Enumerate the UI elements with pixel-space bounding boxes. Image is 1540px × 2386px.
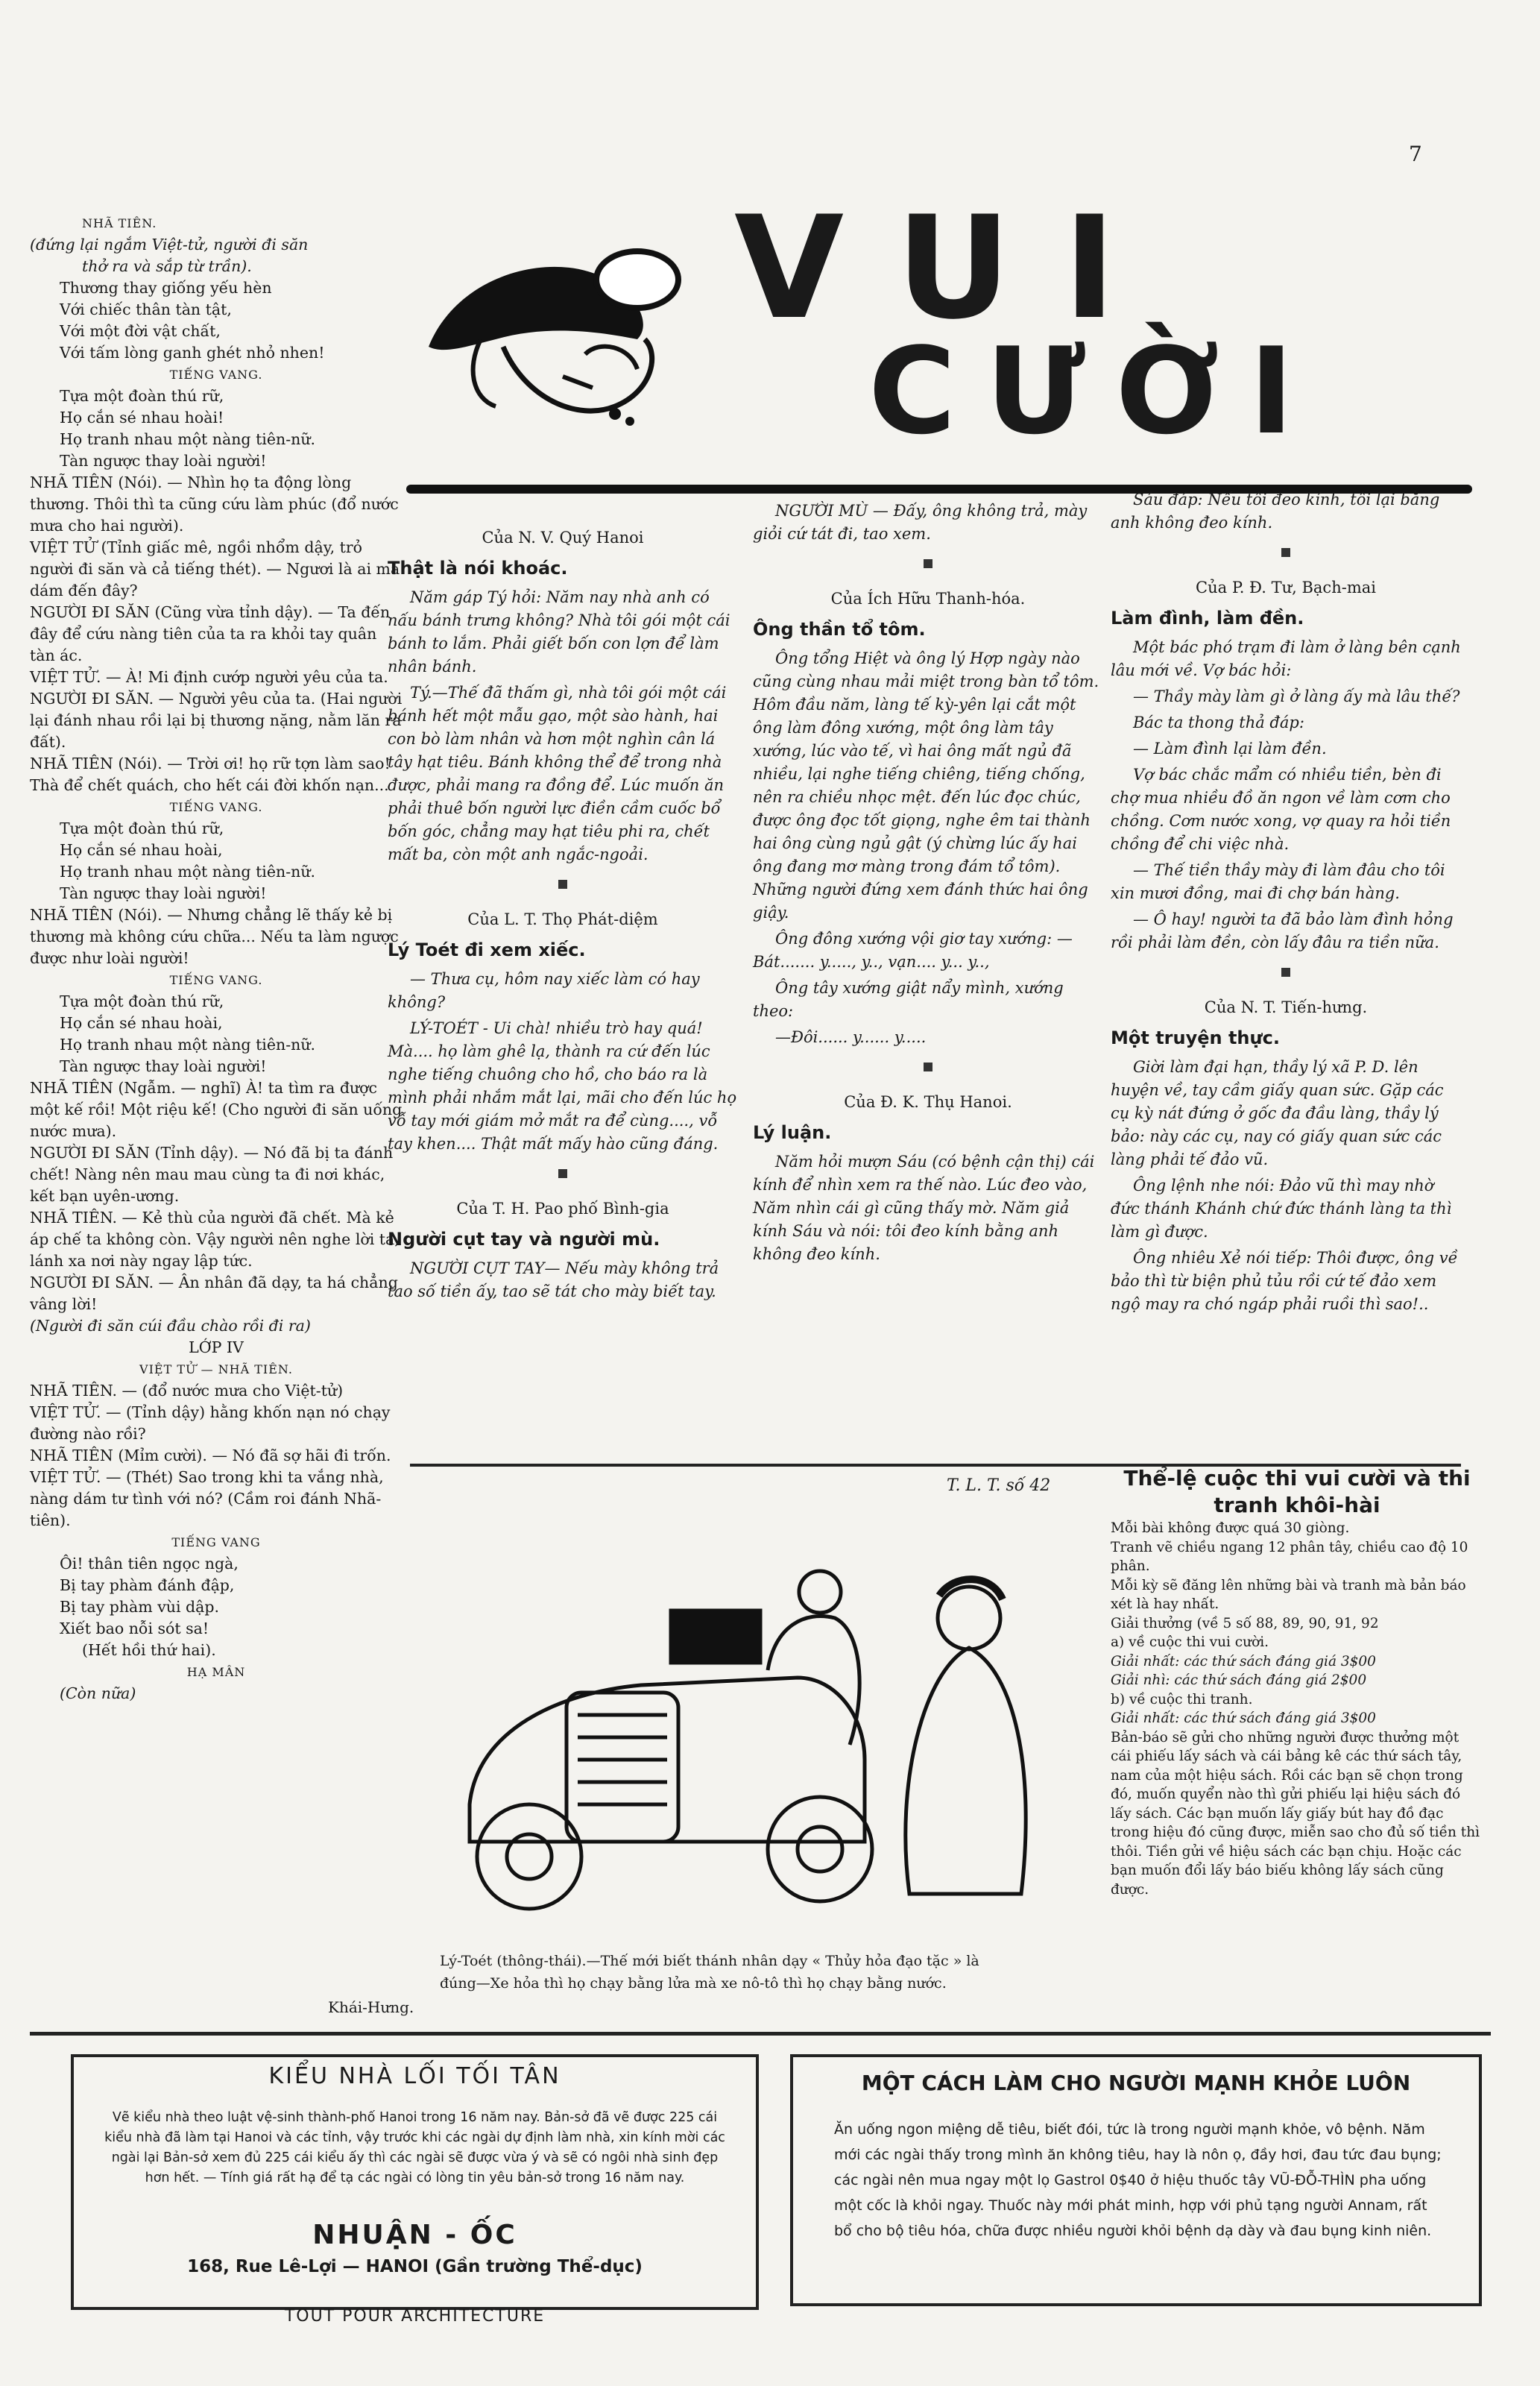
play-line: Bị tay phàm vùi dập. — [60, 1598, 220, 1616]
story-text: — Ô hay! người ta đã bảo làm đình hỏng rồi phải làm đền, còn lấy đâu ra tiền nữa. — [1111, 910, 1454, 951]
byline: Của Đ. K. Thụ Hanoi. — [844, 1093, 1012, 1111]
ad-footer: TOUT POUR ARCHITECTURE — [284, 2307, 546, 2326]
story-text: Sáu đáp: Nếu tôi đeo kính, tôi lại bằng anh không đeo kính. — [1111, 491, 1440, 532]
play-line: VIỆT TỬ — NHÃ TIÊN. — [139, 1362, 293, 1376]
story-text: Tý.—Thế đã thấm gì, nhà tôi gói một cái bánh hết một mẫu gạo, một sào hành, hai con bò làm nhân và hơn một nghìn cân lá tây hạt tiêu. Bánh không thể để trong nhà được, phải mang ra đồng để. Lúc muốn ăn phải thuê bốn người lực điền cầm cuốc bổ bốn góc, chẳng may hạt tiêu phi ra, chết mất ba, còn một anh ngắc-ngoải. — [388, 684, 727, 863]
column-3 — [1111, 488, 1461, 1319]
header-word-cuoi: CƯỜI — [868, 321, 1324, 461]
bottom-rule — [30, 2032, 1491, 2036]
play-line: NHÃ TIÊN (Nói). — Nhưng chẳng lẽ thấy kẻ bị thương mà không cứu chữa... Nếu ta làm ngược được như loài người! — [30, 906, 399, 967]
rules-text: Giải nhất: các thứ sách đáng giá 3$00 — [1111, 1653, 1376, 1669]
play-line: VIỆT TỬ. — À! Mi định cướp người yêu của ta. — [30, 668, 388, 686]
play-line: NGƯỜI ĐI SĂN (Cũng vừa tỉnh dậy). — Ta đến đây để cứu nàng tiên của ta ra khỏi tay quân tàn ác. — [30, 603, 391, 664]
play-line: Tựa một đoàn thú rữ, — [60, 387, 224, 405]
separator — [924, 559, 932, 568]
caricature-illustration — [414, 227, 697, 444]
play-line: NHÃ TIÊN (Nói). — Nhìn họ ta động lòng thương. Thôi thì ta cũng cứu làm phúc (đổ nước mưa cho hai người). — [30, 473, 399, 535]
play-line: (đứng lại ngắm Việt-tử, người đi săn — [30, 236, 309, 254]
rules-text: Mỗi bài không được quá 30 giòng. — [1111, 1520, 1350, 1536]
architecture-ad — [71, 2054, 759, 2326]
story-text: Ông tây xướng giật nẩy mình, xướng theo: — [753, 979, 1064, 1020]
separator — [924, 1063, 932, 1071]
column-1 — [388, 507, 738, 1306]
play-line: Tựa một đoàn thú rữ, — [60, 819, 224, 837]
play-line: TIẾNG VANG — [171, 1535, 261, 1549]
play-line: LỚP IV — [189, 1338, 244, 1356]
play-line: TIẾNG VANG. — [169, 368, 263, 382]
story-title: Làm đình, làm đền. — [1111, 608, 1304, 629]
play-line: Với một đời vật chất, — [60, 322, 221, 340]
play-line: VIỆT TỬ. — (Thét) Sao trong khi ta vắng nhà, nàng dám tư tình với nó? (Cầm roi đánh Nhã-tiên). — [30, 1468, 384, 1529]
story-text: — Thầy mày làm gì ở làng ấy mà lâu thế? — [1133, 687, 1460, 705]
story-text: LÝ-TOÉT - Ui chà! nhiều trò hay quá! Mà.... họ làm ghê lạ, thành ra cứ đến lúc nghe tiếng chuông cho hồ, cho báo ra là mình phải nhắm mắt lại, mãi cho đến lúc họ vỗ tay mới giám mở mắt ra để cùng...., vỗ tay khen.... Thật mất mấy hào cũng đáng. — [388, 1019, 737, 1153]
play-column — [30, 213, 403, 1704]
play-line: (Người đi săn cúi đầu chào rồi đi ra) — [30, 1317, 311, 1335]
story-title: Một truyện thực. — [1111, 1027, 1280, 1048]
rules-title: Thể-lệ cuộc thi vui cười và thi tranh khôi-hài — [1123, 1466, 1471, 1517]
play-line: TIẾNG VANG. — [169, 800, 263, 814]
play-author: Khái-Hưng. — [328, 1998, 414, 2016]
play-line: (Còn nữa) — [60, 1684, 136, 1702]
caption-line: Lý-Toét (thông-thái).—Thế mới biết thánh nhân dạy « Thủy hỏa đạo tặc » là — [440, 1953, 979, 1969]
play-line: Tàn ngược thay loài người! — [60, 452, 267, 470]
play-line: VIỆT TỬ. — (Tỉnh dậy) hằng khốn nạn nó chạy đường nào rồi? — [30, 1403, 391, 1443]
story-text: NGƯỜI MÙ — Đấy, ông không trả, mày giỏi cứ tát đi, tao xem. — [753, 502, 1088, 543]
separator — [558, 880, 567, 889]
story-title: Thật là nói khoác. — [388, 558, 568, 579]
rules-text: Mỗi kỳ sẽ đăng lên những bài và tranh mà bản báo xét là hay nhất. — [1111, 1577, 1466, 1612]
byline: Của L. T. Thọ Phát-diệm — [467, 910, 658, 928]
ad-company: NHUẬN - ỐC — [312, 2220, 517, 2250]
play-line: NHÃ TIÊN (Ngẫm. — nghĩ) À! ta tìm ra được một kế rồi! Một riệu kế! (Cho người đi săn uống nước mưa). — [30, 1079, 403, 1140]
play-line: Bị tay phàm đánh đập, — [60, 1576, 235, 1594]
vui-cuoi-header — [406, 168, 1487, 481]
ad-address: 168, Rue Lê-Lợi — HANOI (Gần trường Thể-dục) — [187, 2257, 643, 2276]
byline: Của Ích Hữu Thanh-hóa. — [830, 590, 1026, 608]
play-line: Với chiếc thân tàn tật, — [60, 300, 232, 318]
rules-text: Giải nhì: các thứ sách đáng giá 2$00 — [1111, 1672, 1367, 1688]
play-line: thở ra và sắp từ trần). — [82, 257, 252, 275]
story-title: Lý Toét đi xem xiếc. — [388, 939, 586, 960]
story-title: Lý luận. — [753, 1122, 832, 1143]
story-text: Bác ta thong thả đáp: — [1133, 714, 1304, 731]
play-line: HẠ MÂN — [186, 1665, 246, 1679]
page-number: 7 — [1409, 142, 1422, 166]
play-line: (Hết hồi thứ hai). — [82, 1641, 216, 1659]
play-line: Thương thay giống yếu hèn — [60, 279, 272, 297]
play-line: NHÃ TIÊN. — (đổ nước mưa cho Việt-tử) — [30, 1382, 344, 1400]
play-line: TIẾNG VANG. — [169, 973, 263, 987]
play-line: NGƯỜI ĐI SĂN. — Ân nhân đã dạy, ta há chẳng vâng lời! — [30, 1274, 398, 1313]
story-text: NGƯỜI CỤT TAY— Nếu mày không trả tao số tiền ấy, tao sẽ tát cho mày biết tay. — [388, 1259, 719, 1300]
rules-text: Bản-báo sẽ gửi cho những người được thưởng một cái phiếu lấy sách và cái bảng kê các thứ sách tây, nam của một hiệu sách. Rồi các bạn sẽ chọn trong đó, muốn quyển nào thì gửi phiếu lại hiệu sách đó lấy sách. Các bạn muốn lấy giấy bút hay đồ đạc trong hiệu đó cũng được, miễn sao cho đủ số tiền thì thôi. Tiền gửi về hiệu sách các bạn chịu. Hoặc các bạn muốn đổi lấy báo biếu không lấy sách cũng được. — [1111, 1729, 1480, 1898]
story-text: — Làm đình lại làm đền. — [1133, 740, 1327, 758]
signature: T. L. T. số 42 — [947, 1476, 1051, 1495]
byline: Của N. T. Tiến-hưng. — [1204, 998, 1368, 1016]
rules-text: a) về cuộc thi vui cười. — [1111, 1634, 1269, 1650]
play-line: NHÃ TIÊN (Nói). — Trời ơi! họ rữ tợn làm sao! Thà để chết quách, cho hết cái đời khốn nạn... — [30, 755, 391, 794]
ad-body: Ăn uống ngon miệng dễ tiêu, biết đói, tức là trong người mạnh khỏe, vô bệnh. Năm mới các ngài thấy trong mình ăn không tiêu, hay là nôn ọ, đầy hơi, đau tức đau bụng; các ngài nên mua ngay một lọ Gastrol 0$40 ở hiệu thuốc tây VŨ-ĐỖ-THÌN pha uống một cốc là khỏi ngay. Thuốc này mới phát minh, hợp với phủ tạng người Annam, rất bổ cho bộ tiêu hóa, chữa được nhiều người khỏi bệnh dạ dày và đau bụng kinh niên. — [834, 2121, 1442, 2239]
play-line: NHÃ TIÊN (Mỉm cười). — Nó đã sợ hãi đi trốn. — [30, 1447, 391, 1464]
contest-rules — [1111, 1465, 1483, 1899]
story-text: Năm gáp Tý hỏi: Năm nay nhà anh có nấu bánh trưng không? Nhà tôi gói một cái bánh to lắm. Phải giết bốn con lợn để làm nhân bánh. — [388, 588, 730, 676]
rules-text: Giải nhất: các thứ sách đáng giá 3$00 — [1111, 1710, 1376, 1726]
story-text: Giời làm đại hạn, thầy lý xã P. D. lên huyện về, tay cầm giấy quan sức. Gặp các cụ kỳ nát đứng ở gốc đa đầu làng, thầy lý bảo: này các cụ, nay có giấy quan sức các làng phải tế đảo vũ. — [1111, 1058, 1444, 1168]
byline: Của N. V. Quý Hanoi — [482, 529, 644, 547]
story-text: Ông đông xướng vội giơ tay xướng: —Bát....... y....., y.., vạn.... y... y.., — [753, 930, 1073, 971]
play-line: Họ cắn sé nhau hoài, — [60, 1014, 223, 1032]
story-text: Vợ bác chắc mẩm có nhiều tiền, bèn đi chợ mua nhiều đồ ăn ngon về làm cơm cho chồng. Cơm nước xong, vợ quay ra hỏi tiền chồng để chi việc nhà. — [1111, 766, 1451, 853]
ad-title: KIỂU NHÀ LỐI TỐI TÂN — [268, 2063, 561, 2089]
story-text: — Thưa cụ, hôm nay xiếc làm có hay không? — [388, 970, 700, 1011]
play-line: Họ tranh nhau một nàng tiên-nữ. — [60, 430, 316, 448]
play-line: NHÃ TIÊN. — [82, 216, 157, 230]
rules-text: b) về cuộc thi tranh. — [1111, 1691, 1253, 1707]
play-line: Ôi! thân tiên ngọc ngà, — [60, 1555, 239, 1573]
cartoon-caption — [440, 1950, 1155, 1995]
ad-body: Vẽ kiểu nhà theo luật vệ-sinh thành-phố Hanoi trong 16 năm nay. Bản-sở đã vẽ được 225 cái kiểu nhà đã làm tại Hanoi và các tỉnh, vậy trước khi các ngài dự định làm nhà, xin kính mời các ngài lại Bản-sở xem đủ 225 cái kiểu ấy thì các ngài sẽ được vừa ý và sẽ có ngôi nhà sinh đẹp hơn hết. — Tính giá rất hạ để tạ các ngài có lòng tin yêu bản-sở trong 16 năm nay. — [104, 2110, 725, 2185]
header-word-vui: VUI — [734, 186, 1169, 350]
play-line: VIỆT TỬ (Tỉnh giấc mê, ngồi nhổm dậy, trỏ người đi săn và cả tiếng thét). — Ngươi là ai mà dám đến đây? — [30, 538, 400, 599]
car-cartoon-illustration — [447, 1521, 1133, 1939]
play-line: NGƯỜI ĐI SĂN. — Người yêu của ta. (Hai người lại đánh nhau rồi lại bị thương nặng, nằm lăn ra đất). — [30, 690, 403, 751]
story-text: —Đôi...... y...... y..... — [775, 1028, 927, 1046]
caption-line: đúng—Xe hỏa thì họ chạy bằng lửa mà xe nô-tô thì họ chạy bằng nước. — [440, 1975, 947, 1992]
story-text: Ông lệnh nhe nói: Đảo vũ thì may nhờ đức thánh Khánh chứ đức thánh làng ta thì làm gì được. — [1111, 1177, 1452, 1241]
story-text: Một bác phó trạm đi làm ở làng bên cạnh lâu mới về. Vợ bác hỏi: — [1111, 638, 1461, 679]
rules-text: Giải thưởng (về 5 số 88, 89, 90, 91, 92 — [1111, 1615, 1379, 1631]
play-line: Họ tranh nhau một nàng tiên-nữ. — [60, 863, 316, 881]
play-line: NHÃ TIÊN. — Kẻ thù của người đã chết. Mà kẻ áp chế ta không còn. Vậy người nên nghe lời ta, lánh xa nơi này ngay lập tức. — [30, 1209, 400, 1270]
play-line: Tàn ngược thay loài người! — [60, 1057, 267, 1075]
separator — [558, 1169, 567, 1178]
play-line: Tựa một đoàn thú rữ, — [60, 992, 224, 1010]
story-text: Ông tổng Hiệt và ông lý Hợp ngày nào cũng cùng nhau mải miệt trong bàn tổ tôm. Hôm đầu năm, làng tế kỳ-yên lại cắt một ông làm đông xướng, một ông làm tây xướng, lúc vào tế, vì hai ông mất ngủ đã nhiều, lại nghe tiếng chiêng, tiếng chống, nên ra chiều nhọc mệt. đến lúc đọc chúc, được ông đọc tốt giọng, nghe êm tai thành hai ông cùng ngủ gật (ý chừng lúc ấy hai ông đang mơ màng trong đám tổ tôm). Những người đứng xem đánh thức hai ông giậy. — [753, 649, 1099, 922]
play-line: Họ cắn sé nhau hoài! — [60, 409, 224, 426]
ad-title: MỘT CÁCH LÀM CHO NGƯỜI MẠNH KHỎE LUÔN — [861, 2071, 1411, 2095]
story-text: Ông nhiêu Xẻ nói tiếp: Thôi được, ông về bảo thì từ biện phủ tủu rồi cứ tế đảo xem ngộ may ra chó ngáp phải ruồi thì sao!.. — [1111, 1249, 1458, 1313]
play-line: Họ tranh nhau một nàng tiên-nữ. — [60, 1036, 316, 1054]
play-line: Họ cắn sé nhau hoài, — [60, 841, 223, 859]
column-2 — [753, 500, 1103, 1269]
play-line: Tàn ngược thay loài người! — [60, 884, 267, 902]
story-text: — Thế tiền thầy mày đi làm đâu cho tôi xin mươi đồng, mai đi chợ bán hàng. — [1111, 861, 1445, 902]
story-title: Người cụt tay và người mù. — [388, 1229, 660, 1250]
play-line: NGƯỜI ĐI SĂN (Tỉnh dậy). — Nó đã bị ta đánh chết! Nàng nên mau mau cùng ta đi nơi khác, kết bạn uyên-ương. — [30, 1144, 394, 1205]
byline: Của T. H. Pao phố Bình-gia — [456, 1200, 669, 1218]
byline: Của P. Đ. Tư, Bạch-mai — [1196, 579, 1376, 596]
separator — [1281, 548, 1290, 557]
play-line: Xiết bao nỗi sót sa! — [60, 1619, 209, 1637]
rules-text: Tranh vẽ chiều ngang 12 phân tây, chiều cao độ 10 phân. — [1111, 1539, 1468, 1574]
story-title: Ông thần tổ tôm. — [753, 619, 926, 640]
play-line: Với tấm lòng ganh ghét nhỏ nhen! — [60, 344, 325, 362]
story-text: Năm hỏi mượn Sáu (có bệnh cận thị) cái kính để nhìn xem ra thế nào. Lúc đeo vào, Năm nhìn cái gì cũng thấy mờ. Năm giả kính Sáu và nói: tôi đeo kính bằng anh không đeo kính. — [753, 1153, 1095, 1263]
medicine-ad — [790, 2054, 1482, 2306]
separator — [1281, 968, 1290, 977]
